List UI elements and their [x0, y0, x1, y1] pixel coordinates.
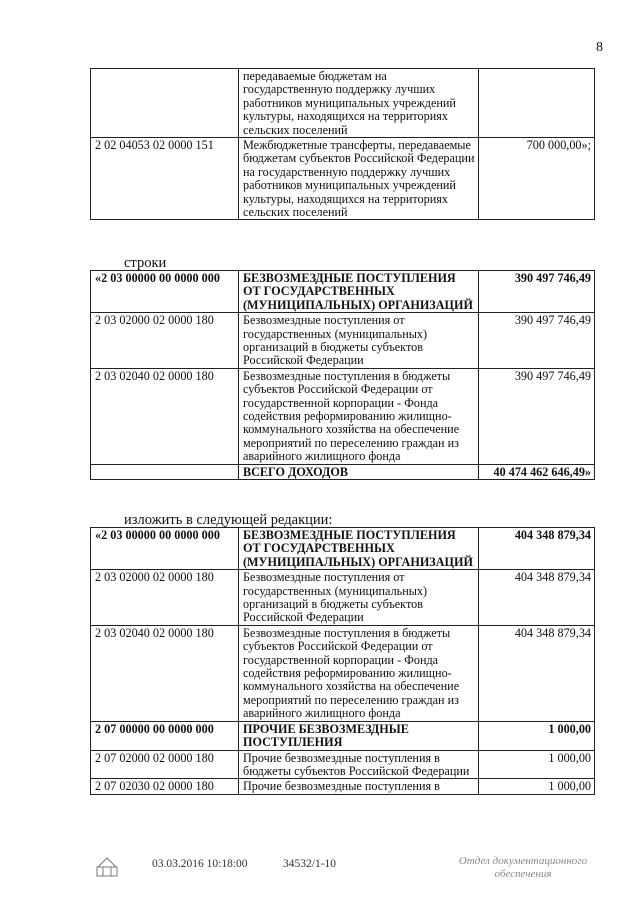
amount-cell: 404 348 879,34: [479, 528, 595, 570]
code-cell: [91, 464, 239, 479]
amount-cell: 1 000,00: [479, 721, 595, 750]
description-cell: Безвозмездные поступления от государственных (муниципальных) организаций в бюджеты субъектов Российской Федерации: [239, 313, 479, 369]
amount-cell: 1 000,00: [479, 750, 595, 779]
description-cell: передаваемые бюджетам на государственную поддержку лучших работников муниципальных учреждений культуры, находящихся на территориях сельских поселений: [239, 69, 479, 138]
page-number: 8: [596, 40, 603, 55]
description-cell: Безвозмездные поступления от государственных (муниципальных) организаций в бюджеты субъектов Российской Федерации: [239, 570, 479, 626]
amount-cell: 40 474 462 646,49»: [479, 464, 595, 479]
rows-label: строки: [124, 255, 167, 271]
amount-cell: [479, 69, 595, 138]
amount-cell: 390 497 746,49: [479, 313, 595, 369]
table-row: [91, 750, 595, 779]
table-row: [91, 313, 595, 369]
code-cell: 2 03 02040 02 0000 180: [91, 625, 239, 721]
description-cell: Прочие безвозмездные поступления в бюджеты субъектов Российской Федерации: [239, 750, 479, 779]
description-cell: БЕЗВОЗМЕЗДНЫЕ ПОСТУПЛЕНИЯ ОТ ГОСУДАРСТВЕННЫХ (МУНИЦИПАЛЬНЫХ) ОРГАНИЗАЦИЙ: [239, 528, 479, 570]
description-cell: БЕЗВОЗМЕЗДНЫЕ ПОСТУПЛЕНИЯ ОТ ГОСУДАРСТВЕННЫХ (МУНИЦИПАЛЬНЫХ) ОРГАНИЗАЦИЙ: [239, 271, 479, 313]
description-cell: ВСЕГО ДОХОДОВ: [239, 464, 479, 479]
footer-datetime: 03.03.2016 10:18:00: [152, 858, 248, 870]
table-row: [91, 464, 595, 479]
amount-cell: 1 000,00: [479, 779, 595, 794]
table-row: [91, 138, 595, 220]
code-cell: 2 07 00000 00 0000 000: [91, 721, 239, 750]
code-cell: [91, 69, 239, 138]
code-cell: 2 03 02000 02 0000 180: [91, 570, 239, 626]
code-cell: «2 03 00000 00 0000 000: [91, 271, 239, 313]
office-stamp: Отдел документационного обеспечения: [458, 855, 588, 880]
amount-cell: 404 348 879,34: [479, 570, 595, 626]
table-row: [91, 721, 595, 750]
code-cell: 2 07 02000 02 0000 180: [91, 750, 239, 779]
code-cell: 2 07 02030 02 0000 180: [91, 779, 239, 794]
amount-cell: 390 497 746,49: [479, 368, 595, 464]
table-row: [91, 69, 595, 138]
code-cell: «2 03 00000 00 0000 000: [91, 528, 239, 570]
table-row: [91, 271, 595, 313]
code-cell: 2 03 02000 02 0000 180: [91, 313, 239, 369]
income-table-prev: [90, 68, 595, 220]
description-cell: Безвозмездные поступления в бюджеты субъектов Российской Федерации от государственной корпорации - Фонда содействия реформированию жилищно-коммунального хозяйства на обеспечение мероприятий по переселению граждан из аварийного жилищного фонда: [239, 368, 479, 464]
description-cell: Безвозмездные поступления в бюджеты субъектов Российской Федерации от государственной корпорации - Фонда содействия реформированию жилищно-коммунального хозяйства на обеспечение мероприятий по переселению граждан из аварийного жилищного фонда: [239, 625, 479, 721]
table-row: [91, 570, 595, 626]
code-cell: 2 02 04053 02 0000 151: [91, 138, 239, 220]
edit-label: изложить в следующей редакции:: [124, 512, 333, 528]
table-row: [91, 368, 595, 464]
amount-cell: 404 348 879,34: [479, 625, 595, 721]
amount-cell: 390 497 746,49: [479, 271, 595, 313]
table-row: [91, 528, 595, 570]
table-row: [91, 625, 595, 721]
income-table-old: [90, 270, 595, 480]
footer-doc-number: 34532/1-10: [283, 858, 337, 870]
table-row: [91, 779, 595, 794]
description-cell: ПРОЧИЕ БЕЗВОЗМЕЗДНЫЕ ПОСТУПЛЕНИЯ: [239, 721, 479, 750]
code-cell: 2 03 02040 02 0000 180: [91, 368, 239, 464]
description-cell: Прочие безвозмездные поступления в: [239, 779, 479, 794]
amount-cell: 700 000,00»;: [479, 138, 595, 220]
description-cell: Межбюджетные трансферты, передаваемые бюджетам субъектов Российской Федерации на государственную поддержку лучших работников муниципальных учреждений культуры, находящихся на территориях сельских поселений: [239, 138, 479, 220]
emblem-icon: [94, 853, 120, 884]
income-table-new: [90, 527, 595, 795]
